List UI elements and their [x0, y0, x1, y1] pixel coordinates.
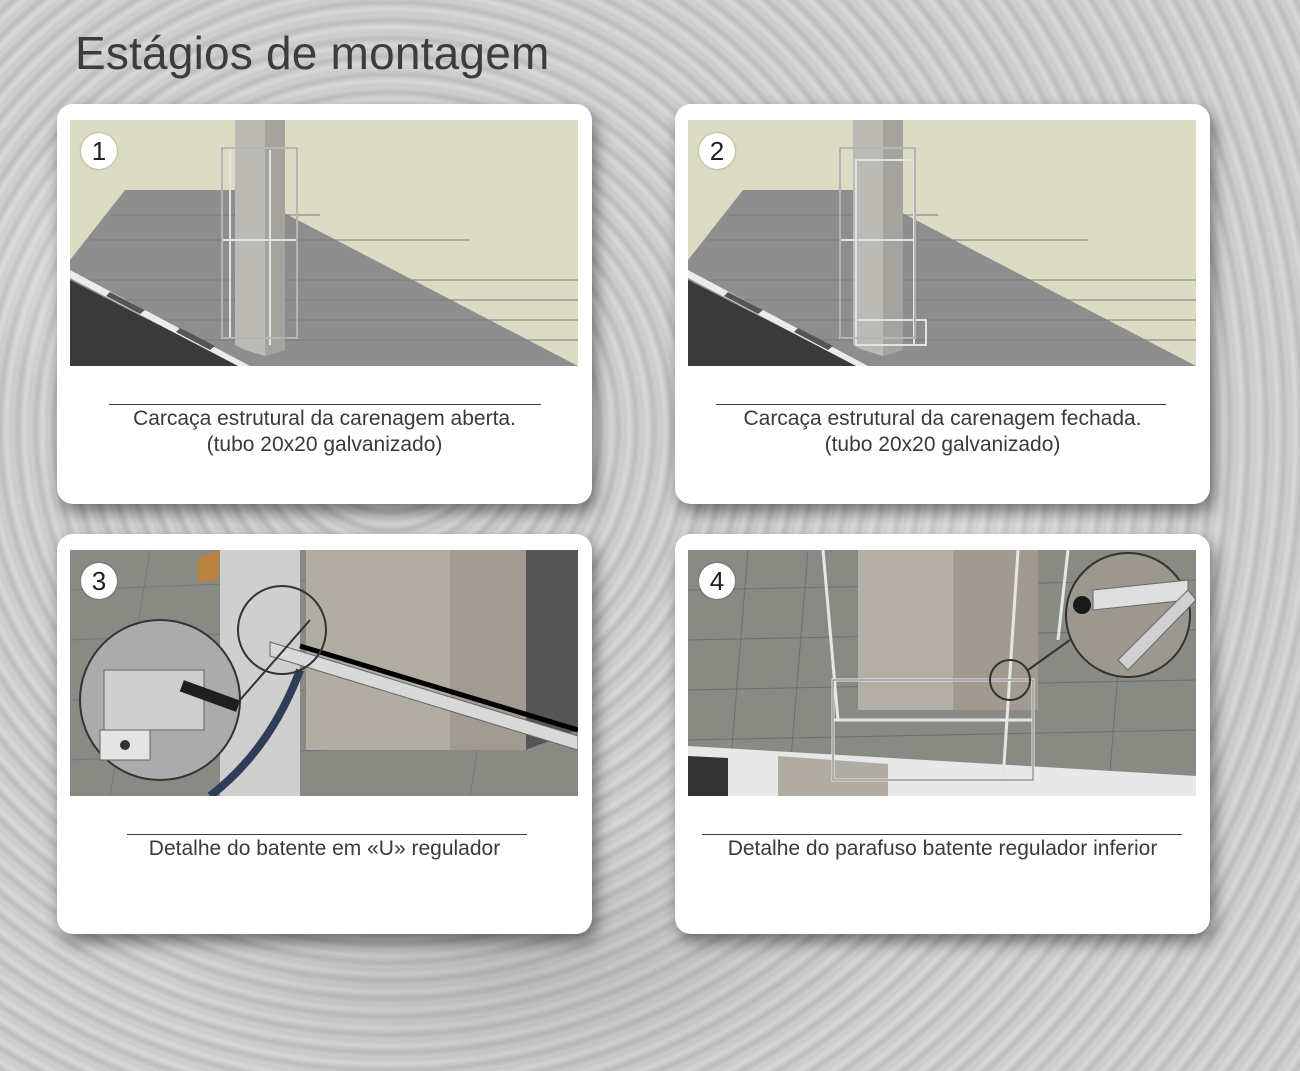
caption-divider	[127, 834, 527, 835]
stage-1-caption-line1: Carcaça estrutural da carenagem aberta.	[133, 407, 516, 430]
stage-2-illustration	[688, 120, 1196, 366]
stage-card-3	[57, 534, 592, 934]
stage-card-1	[57, 104, 592, 504]
step-badge-4: 4	[699, 563, 735, 599]
caption-divider	[702, 834, 1182, 835]
stage-4-caption: Detalhe do parafuso batente regulador inferior	[727, 837, 1158, 860]
step-badge-3: 3	[81, 563, 117, 599]
page-title: Estágios de montagem	[75, 27, 550, 79]
stage-2-caption-line2: (tubo 20x20 galvanizado)	[824, 433, 1061, 456]
step-badge-1: 1	[81, 133, 117, 169]
step-badge-2: 2	[699, 133, 735, 169]
stage-2-caption-line1: Carcaça estrutural da carenagem fechada.	[743, 407, 1142, 430]
stage-1-caption-line2: (tubo 20x20 galvanizado)	[206, 433, 443, 456]
caption-divider	[716, 404, 1166, 405]
stage-card-4	[675, 534, 1210, 934]
caption-divider	[109, 404, 541, 405]
stage-4-illustration	[688, 550, 1196, 796]
stage-3-illustration	[70, 550, 578, 796]
stage-1-illustration	[70, 120, 578, 366]
stage-3-caption: Detalhe do batente em «U» regulador	[148, 837, 501, 860]
stage-card-2	[675, 104, 1210, 504]
